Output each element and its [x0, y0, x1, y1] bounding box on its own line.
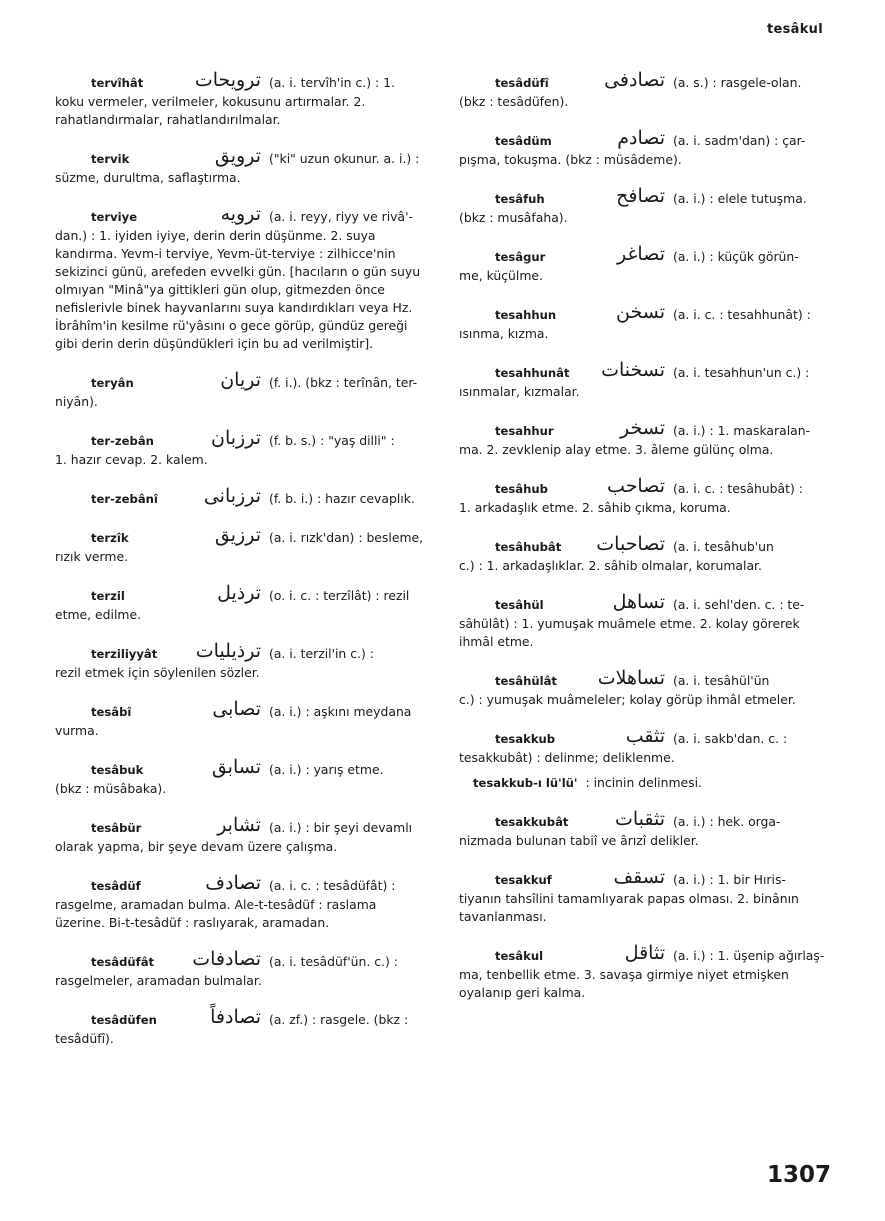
definition-start: (a. i. tesâhub'un: [673, 539, 774, 554]
dictionary-entry: [459, 466, 835, 517]
definition-start: (f. i.). (bkz : terînân, ter-: [269, 375, 418, 390]
dictionary-entry: [459, 234, 835, 285]
definition-start: (a. zf.) : rasgele. (bkz :: [269, 1012, 409, 1027]
headword: tesakkubât: [495, 815, 569, 829]
arabic-script: تسقف: [613, 866, 665, 888]
headword: tesâkul: [495, 949, 544, 963]
left-column: [55, 60, 430, 1055]
headword: tesâbür: [91, 821, 142, 835]
dictionary-entry: [55, 476, 430, 508]
definition-continued: olarak yapma, bir şeye devam üzere çalışma.: [55, 839, 338, 854]
dictionary-entry: [55, 418, 430, 469]
definition-continued: me, küçülme.: [459, 268, 543, 283]
definition-start: (a. i. tesahhun'un c.) :: [673, 365, 810, 380]
definition-continued: ısınma, kızma.: [459, 326, 549, 341]
dictionary-entry: [459, 350, 835, 401]
arabic-script: تثقبات: [614, 808, 665, 830]
definition-start: (a. i.) : 1. bir Hıris-: [673, 872, 786, 887]
dictionary-entry: [55, 360, 430, 411]
definition-continued: rızık verme.: [55, 549, 129, 564]
headword: tesahhur: [495, 424, 554, 438]
arabic-script: تصافح: [616, 185, 665, 207]
dictionary-entry: [459, 857, 835, 926]
definition-continued: rasgelmeler, aramadan bulmalar.: [55, 973, 262, 988]
definition-continued: c.) : 1. arkadaşlıklar. 2. sâhib olmalar, korumalar.: [459, 558, 762, 573]
headword: tesâhubât: [495, 540, 562, 554]
arabic-script: تشابر: [217, 814, 261, 836]
dictionary-entry: [55, 515, 430, 566]
dictionary-entry: [55, 60, 430, 129]
right-column: [459, 60, 835, 1009]
definition-start: (a. i. c. : tesâdüfât) :: [269, 878, 396, 893]
definition-continued: ma. 2. zevklenip alay etme. 3. âleme gülünç olma.: [459, 442, 774, 457]
definition-continued: koku vermeler, verilmeler, kokusunu artırmalar. 2. rahatlandırmalar, rahatlandırılmalar.: [55, 94, 366, 127]
definition-continued: 1. hazır cevap. 2. kalem.: [55, 452, 208, 467]
definition-continued: ma, tenbellik etme. 3. savaşa girmiye niyet etmişken oyalanıp geri kalma.: [459, 967, 789, 1000]
dictionary-entry: [55, 939, 430, 990]
headword: tesâgur: [495, 250, 546, 264]
definition-start: (a. i. tervîh'in c.) : 1.: [269, 75, 395, 90]
definition-start: (a. i. reyy, riyy ve rivâ'-: [269, 209, 413, 224]
arabic-script: تصادفاً: [210, 1006, 261, 1028]
dictionary-entry: [459, 658, 835, 709]
headword: tesâhülât: [495, 674, 557, 688]
headword: tesâfuh: [495, 192, 545, 206]
page-number: 1307: [766, 1162, 831, 1188]
dictionary-entry: [55, 194, 430, 353]
definition-continued: (bkz : tesâdüfen).: [459, 94, 569, 109]
dictionary-entry: [459, 582, 835, 651]
definition-continued: nizmada bulunan tabiî ve ârızî delikler.: [459, 833, 699, 848]
definition-continued: niyân).: [55, 394, 98, 409]
definition-start: (o. i. c. : terzîlât) : rezil: [269, 588, 410, 603]
definition-start: (a. s.) : rasgele-olan.: [673, 75, 802, 90]
dictionary-entry: [55, 805, 430, 856]
arabic-script: تساهلات: [597, 667, 665, 689]
definition-start: (a. i.) : hek. orga-: [673, 814, 781, 829]
dictionary-entry: [459, 408, 835, 459]
headword: tesâdüm: [495, 134, 552, 148]
arabic-script: ترویق: [214, 145, 261, 167]
definition-continued: tiyanın tahsîlini tamamlıyarak papas olması. 2. binânın tavanlanması.: [459, 891, 799, 924]
arabic-script: تسخن: [616, 301, 665, 323]
dictionary-entry: [55, 689, 430, 740]
arabic-script: تسخر: [620, 417, 665, 439]
arabic-script: تصادم: [617, 127, 665, 149]
dictionary-entry: [459, 716, 835, 767]
headword: tesâdüfen: [91, 1013, 157, 1027]
arabic-script: تثاقل: [624, 942, 665, 964]
headword: tesâbî: [91, 705, 132, 719]
definition-start: (a. i. c. : tesâhubât) :: [673, 481, 803, 496]
definition-continued: 1. arkadaşlık etme. 2. sâhib çıkma, koruma.: [459, 500, 731, 515]
definition-start: (a. i. tesâhül'ün: [673, 673, 770, 688]
definition-continued: pışma, tokuşma. (bkz : müsâdeme).: [459, 152, 682, 167]
definition-start: (a. i. sakb'dan. c. :: [673, 731, 788, 746]
arabic-script: ترذیل: [217, 582, 261, 604]
definition-start: (a. i.) : 1. üşenip ağırlaş-: [673, 948, 825, 963]
dictionary-entry: [459, 933, 835, 1002]
headword: terziliyyât: [91, 647, 158, 661]
definition-continued: süzme, durultma, saflaştırma.: [55, 170, 241, 185]
headword: teryân: [91, 376, 134, 390]
definition-continued: rasgelme, aramadan bulma. Ale-t-tesâdüf : raslama üzerine. Bi-t-tesâdüf : raslıyarak, aramadan.: [55, 897, 377, 930]
headword: terzil: [91, 589, 125, 603]
headword: tesâdüfî: [495, 76, 549, 90]
dictionary-entry: [55, 747, 430, 798]
dictionary-entry: [459, 524, 835, 575]
definition-start: (f. b. i.) : hazır cevaplık.: [269, 491, 415, 506]
sub-entry: [459, 774, 835, 792]
definition-continued: tesakkubât) : delinme; deliklenme.: [459, 750, 675, 765]
arabic-script: تریان: [220, 369, 261, 391]
headword: tesahhunât: [495, 366, 570, 380]
arabic-script: تصابی: [212, 698, 261, 720]
arabic-script: تثقب: [625, 725, 665, 747]
definition-start: (a. i.) : aşkını meydana: [269, 704, 412, 719]
arabic-script: تصادفات: [192, 948, 261, 970]
definition-start: (f. b. s.) : "yaş dilli" :: [269, 433, 395, 448]
definition-start: (a. i.) : 1. maskaralan-: [673, 423, 811, 438]
dictionary-entry: [459, 799, 835, 850]
headword: tervik: [91, 152, 130, 166]
arabic-script: ترزبان: [211, 427, 261, 449]
headword: tesâhül: [495, 598, 544, 612]
sub-headword: tesakkub-ı lü'lü': [473, 776, 578, 790]
running-header: tesâkul: [767, 22, 823, 37]
headword: tesâhub: [495, 482, 548, 496]
definition-start: (a. i.) : küçük görün-: [673, 249, 799, 264]
headword: tervîhât: [91, 76, 144, 90]
definition-start: (a. i. terzil'in c.) :: [269, 646, 374, 661]
dictionary-entry: [55, 631, 430, 682]
definition-start: (a. i. sadm'dan) : çar-: [673, 133, 806, 148]
headword: tesakkub: [495, 732, 556, 746]
headword: tesahhun: [495, 308, 557, 322]
dictionary-entry: [55, 573, 430, 624]
definition-continued: (bkz : müsâbaka).: [55, 781, 167, 796]
headword: tesâdüfât: [91, 955, 155, 969]
dictionary-entry: [55, 136, 430, 187]
definition-continued: dan.) : 1. iyiden iyiye, derin derin düşünme. 2. suya kandırma. Yevm-i terviye, Yevm-üt-terviye : zilhicce'nin sekizinci günü, arefeden evvelki gün. [hacıların o gün suyu olmıyan "Minâ"ya gittikleri gün olup, gitmezden önce nefislerivle binek hayvanlarını suya kandırdıkları veya Hz. İbrâhîm'in kesilme rü'yâsını o gece görüp, gündüz gereği gibi derin derin düşündükleri için bu ad verilmiştir].: [55, 228, 421, 351]
definition-continued: sâhülât) : 1. yumuşak muâmele etme. 2. kolay görerek ihmâl etme.: [459, 616, 800, 649]
definition-start: (a. i.) : yarış etme.: [269, 762, 384, 777]
arabic-script: ترذیلیات: [195, 640, 261, 662]
definition-continued: tesâdüfî).: [55, 1031, 114, 1046]
headword: terviye: [91, 210, 138, 224]
headword: tesâdüf: [91, 879, 141, 893]
arabic-script: ترویه: [220, 203, 261, 225]
headword: ter-zebân: [91, 434, 154, 448]
sub-definition: : incinin delinmesi.: [585, 775, 702, 790]
definition-start: (a. i.) : bir şeyi devamlı: [269, 820, 413, 835]
definition-continued: etme, edilme.: [55, 607, 142, 622]
dictionary-entry: [459, 118, 835, 169]
arabic-script: تسابق: [211, 756, 261, 778]
arabic-script: تصادفی: [604, 69, 665, 91]
definition-continued: ısınmalar, kızmalar.: [459, 384, 580, 399]
definition-start: (a. i.) : elele tutuşma.: [673, 191, 807, 206]
dictionary-entry: [459, 176, 835, 227]
arabic-script: تسخنات: [601, 359, 665, 381]
definition-start: (a. i. rızk'dan) : besleme,: [269, 530, 424, 545]
definition-start: (a. i. sehl'den. c. : te-: [673, 597, 805, 612]
definition-continued: (bkz : musâfaha).: [459, 210, 568, 225]
headword: tesakkuf: [495, 873, 552, 887]
arabic-script: ترویحات: [194, 69, 261, 91]
headword: tesâbuk: [91, 763, 144, 777]
arabic-script: تصاحب: [607, 475, 665, 497]
arabic-script: ترزبانی: [203, 485, 261, 507]
dictionary-entry: [55, 997, 430, 1048]
headword: terzîk: [91, 531, 129, 545]
arabic-script: تساهل: [612, 591, 665, 613]
arabic-script: تصادف: [205, 872, 261, 894]
arabic-script: ترزیق: [214, 524, 261, 546]
definition-start: ("ki" uzun okunur. a. i.) :: [269, 151, 420, 166]
dictionary-entry: [55, 863, 430, 932]
arabic-script: تصاغر: [617, 243, 665, 265]
definition-continued: rezil etmek için söylenilen sözler.: [55, 665, 260, 680]
definition-start: (a. i. c. : tesahhunât) :: [673, 307, 811, 322]
headword: ter-zebânî: [91, 492, 158, 506]
dictionary-entry: [459, 292, 835, 343]
arabic-script: تصاحبات: [596, 533, 665, 555]
definition-start: (a. i. tesâdüf'ün. c.) :: [269, 954, 398, 969]
definition-continued: vurma.: [55, 723, 99, 738]
dictionary-entry: [459, 60, 835, 111]
definition-continued: c.) : yumuşak muâmeleler; kolay görüp ihmâl etmeler.: [459, 692, 796, 707]
